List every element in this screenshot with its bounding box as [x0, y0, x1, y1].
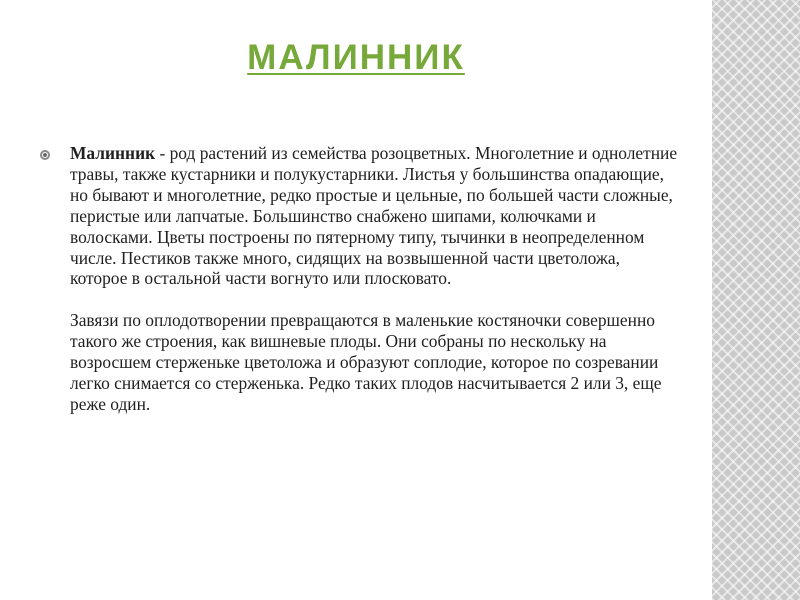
slide-title: МАЛИННИК [247, 38, 465, 77]
bullet-text [70, 143, 680, 415]
paragraph-1 [70, 143, 680, 289]
paragraph-2: Завязи по оплодотворении превращаются в маленькие костяночки совершенно такого же строения, как вишневые плоды. Они собраны по нескольку на возросшем стерженьке цветоложа и образуют соплодие, которое по созревании легко снимается со стерженька. Редко таких плодов насчитывается 2 или 3, еще реже один. [70, 310, 662, 414]
circle-bullet-icon [40, 150, 50, 160]
decorative-side-band [712, 0, 800, 600]
paragraph-1-text: - род растений из семейства розоцветных. Многолетние и однолетние травы, также кустарники и полукустарники. Листья у большинства опадающие, но бывают и многолетние, редко простые и цельные, по большей части сложные, перистые или лапчатые. Большинство снабжено шипами, колючками и волосками. Цветы построены по пятерному типу, тычинки в неопределенном числе. Пестиков также много, сидящих на возвышенной части цветоложа, которое в остальной части вогнуто или плосковато. [70, 143, 678, 289]
lead-term: Малинник [70, 143, 156, 163]
bullet-item [40, 143, 680, 415]
